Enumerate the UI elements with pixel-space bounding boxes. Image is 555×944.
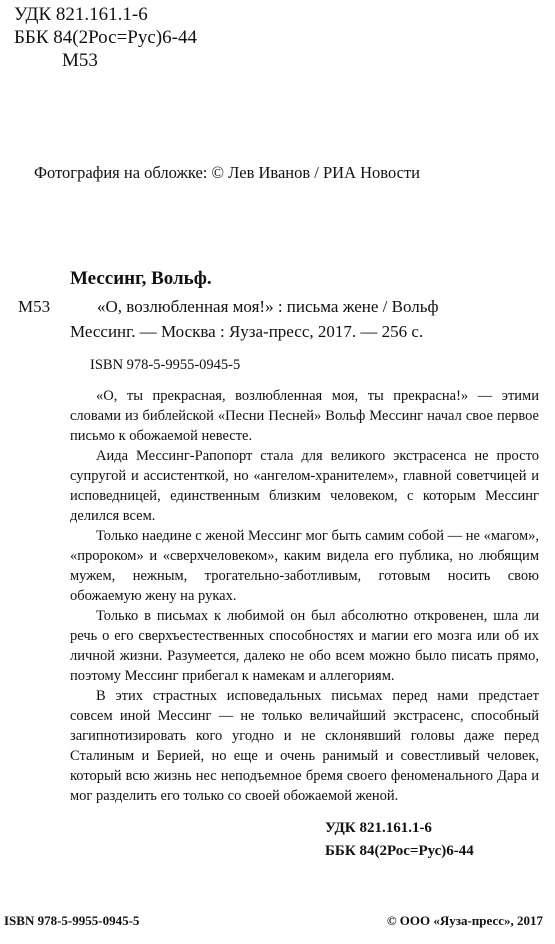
bbk-code: ББК 84(2Рос=Рус)6-44: [14, 27, 197, 48]
footer-copyright: © ООО «Яуза-пресс», 2017: [386, 913, 543, 928]
catalog-author: Мессинг, Вольф.: [70, 268, 212, 289]
cover-photo-credit: Фотография на обложке: © Лев Иванов / РИА Новости: [34, 163, 421, 182]
annotation-text: [70, 386, 539, 806]
footer-isbn: ISBN 978-5-9955-0945-5: [4, 913, 140, 928]
annotation-paragraph: В этих страстных исповедальных письмах перед нами предстает совсем иной Мессинг — не только величайший экстрасенс, способный загипнотизировать кого угодно и не склонявший головы даже перед Сталиным и Берией, но еще и очень ранимый и совестливый человек, который всю жизнь нес неподъемное бремя своего феноменального Дара и мог разделить его только со своей обожаемой женой.: [70, 688, 539, 804]
udk-code: УДК 821.161.1-6: [14, 4, 148, 25]
catalog-title-line-2: Мессинг. — Москва : Яуза-пресс, 2017. — 256 с.: [70, 322, 424, 341]
annotation-paragraph: Аида Мессинг-Рапопорт стала для великого экстрасенса не просто супругой и ассистенткой, но «ангелом-хранителем», главной советчицей и исповедницей, единственным близким человеком, с которым Мессинг делился всем.: [70, 448, 539, 524]
catalog-author-mark: М53: [18, 297, 51, 316]
annotation-paragraph: Только наедине с женой Мессинг мог быть самим собой — не «магом», «пророком» и «сверхчеловеком», каким видела его публика, но любящим мужем, нежным, трогательно-заботливым, готовым носить свою обожаемую жену на руках.: [70, 528, 539, 604]
bbk-code-bottom: ББК 84(2Рос=Рус)6-44: [325, 843, 474, 859]
catalog-isbn: ISBN 978-5-9955-0945-5: [90, 357, 241, 373]
annotation-paragraph: «О, ты прекрасная, возлюбленная моя, ты прекрасна!» — этими словами из библейской «Песни Песней» Вольф Мессинг начал свое первое письмо к обожаемой невесте.: [70, 388, 539, 444]
catalog-title-line-1: «О, возлюбленная моя!» : письма жене / Вольф: [97, 297, 439, 316]
author-mark: М53: [62, 50, 98, 71]
udk-code-bottom: УДК 821.161.1-6: [325, 820, 432, 836]
annotation-paragraph: Только в письмах к любимой он был абсолютно откровенен, шла ли речь о его сверхъестественных способностях и магии его мозга или об их личной жизни. Разумеется, далеко не обо всем можно было писать прямо, поэтому Мессинг прибегал к намекам и аллегориям.: [70, 608, 539, 684]
